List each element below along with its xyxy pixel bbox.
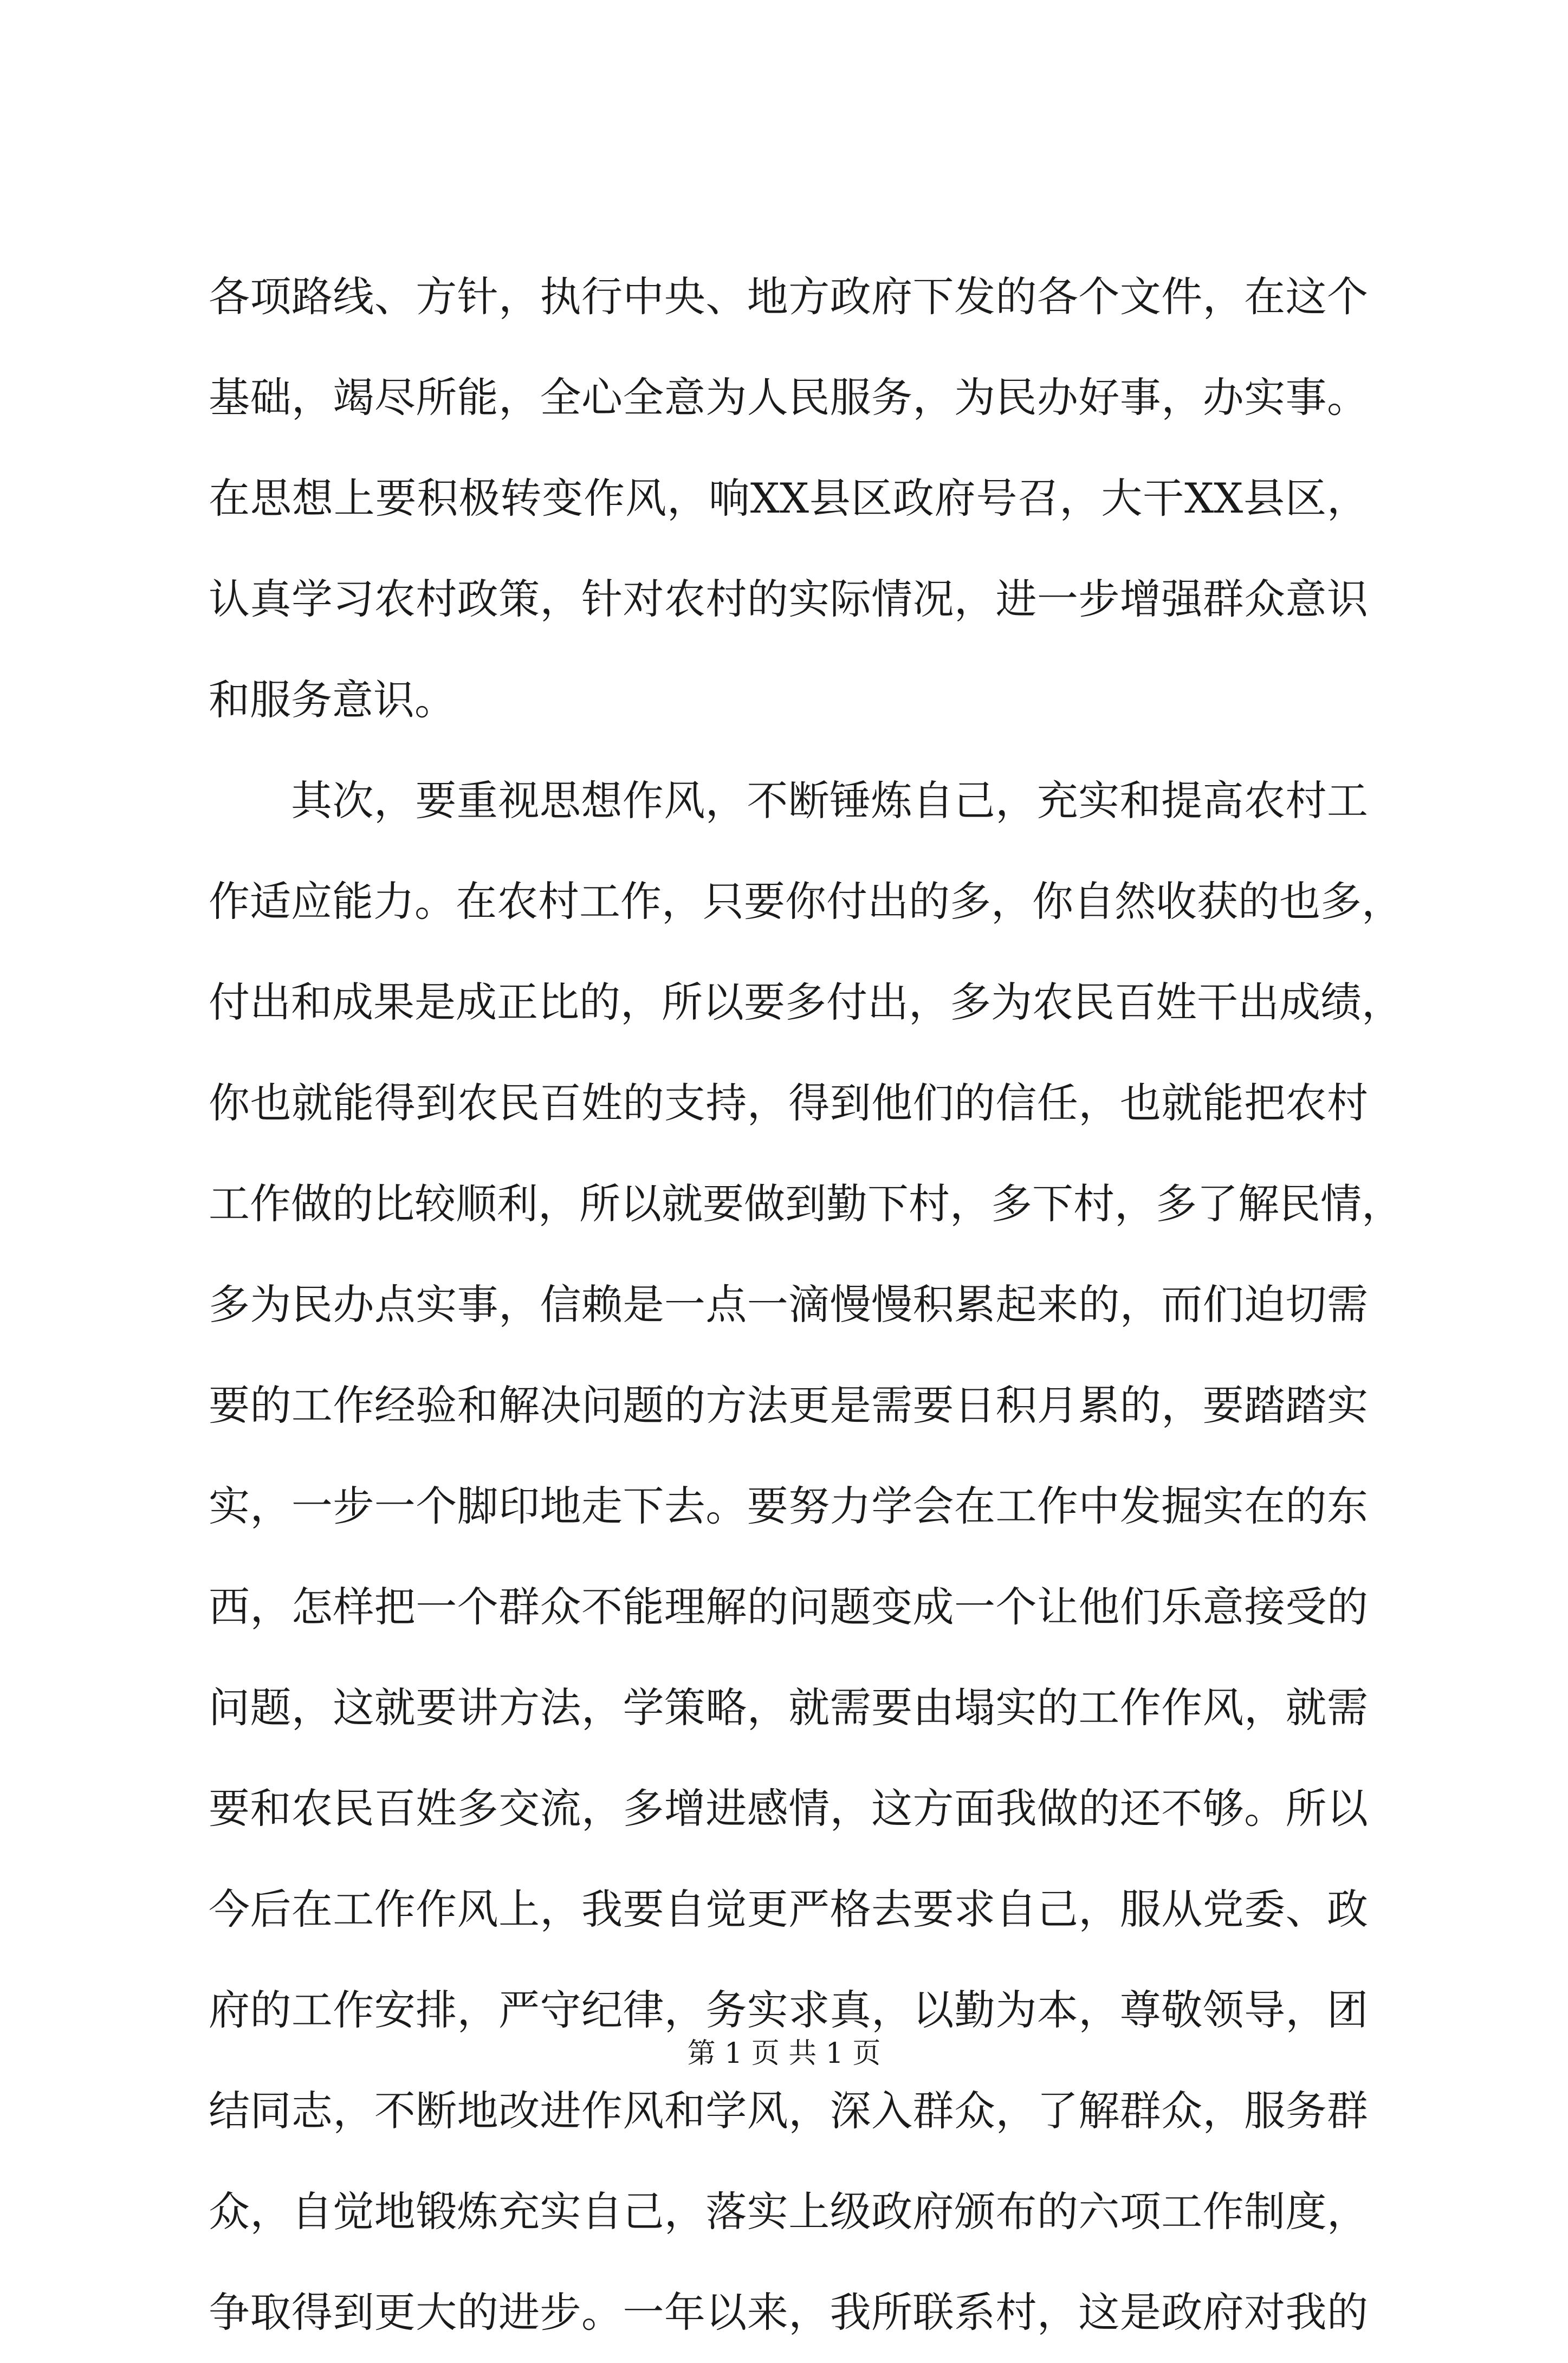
text-line: 认真学习农村政策，针对农村的实际情况，进一步增强群众意识 <box>209 575 1368 623</box>
text-line: 西，怎样把一个群众不能理解的问题变成一个让他们乐意接受的 <box>209 1583 1368 1631</box>
text-line: 工作做的比较顺利，所以就要做到勤下村，多下村，多了解民情， <box>209 1180 1403 1228</box>
text-line: 作适应能力。在农村工作，只要你付出的多，你自然收获的也多， <box>209 877 1403 925</box>
text-line: 结同志，不断地改进作风和学风，深入群众，了解群众，服务群 <box>209 2087 1368 2135</box>
text-line: 众，自觉地锻炼充实自己，落实上级政府颁布的六项工作制度， <box>209 2187 1368 2236</box>
text-line: 问题，这就要讲方法，学策略，就需要由塌实的工作作风，就需 <box>209 1684 1368 1732</box>
text-line: 多为民办点实事，信赖是一点一滴慢慢积累起来的，而们迫切需 <box>209 1280 1368 1329</box>
text-line: 争取得到更大的进步。一年以来，我所联系村，这是政府对我的 <box>209 2288 1368 2336</box>
text-line: 你也就能得到农民百姓的支持，得到他们的信任，也就能把农村 <box>209 1079 1368 1127</box>
text-line: 其次，要重视思想作风，不断锤炼自己，充实和提高农村工 <box>291 776 1368 825</box>
text-line: 各项路线、方针，执行中央、地方政府下发的各个文件，在这个 <box>209 273 1368 321</box>
text-line: 和服务意识。 <box>209 676 456 724</box>
text-line: 今后在工作作风上，我要自觉更严格去要求自己，服从党委、政 <box>209 1885 1368 1933</box>
paragraph-2 <box>209 750 1403 2363</box>
text-line: 在思想上要积极转变作风，响XX县区政府号召，大干XX县区， <box>209 474 1368 522</box>
text-line: 要和农民百姓多交流，多增进感情，这方面我做的还不够。所以 <box>209 1784 1368 1833</box>
text-line: 基础，竭尽所能，全心全意为人民服务，为民办好事，办实事。 <box>209 373 1368 422</box>
page-footer: 第 1 页 共 1 页 <box>687 2037 881 2070</box>
text-line: 府的工作安排，严守纪律，务实求真，以勤为本，尊敬领导，团 <box>209 1986 1368 2034</box>
text-line: 付出和成果是成正比的，所以要多付出，多为农民百姓干出成绩， <box>209 978 1403 1026</box>
text-line: 要的工作经验和解决问题的方法更是需要日积月累的，要踏踏实 <box>209 1381 1368 1429</box>
paragraph-1 <box>209 247 1368 750</box>
text-line: 实，一步一个脚印地走下去。要努力学会在工作中发掘实在的东 <box>209 1482 1368 1530</box>
